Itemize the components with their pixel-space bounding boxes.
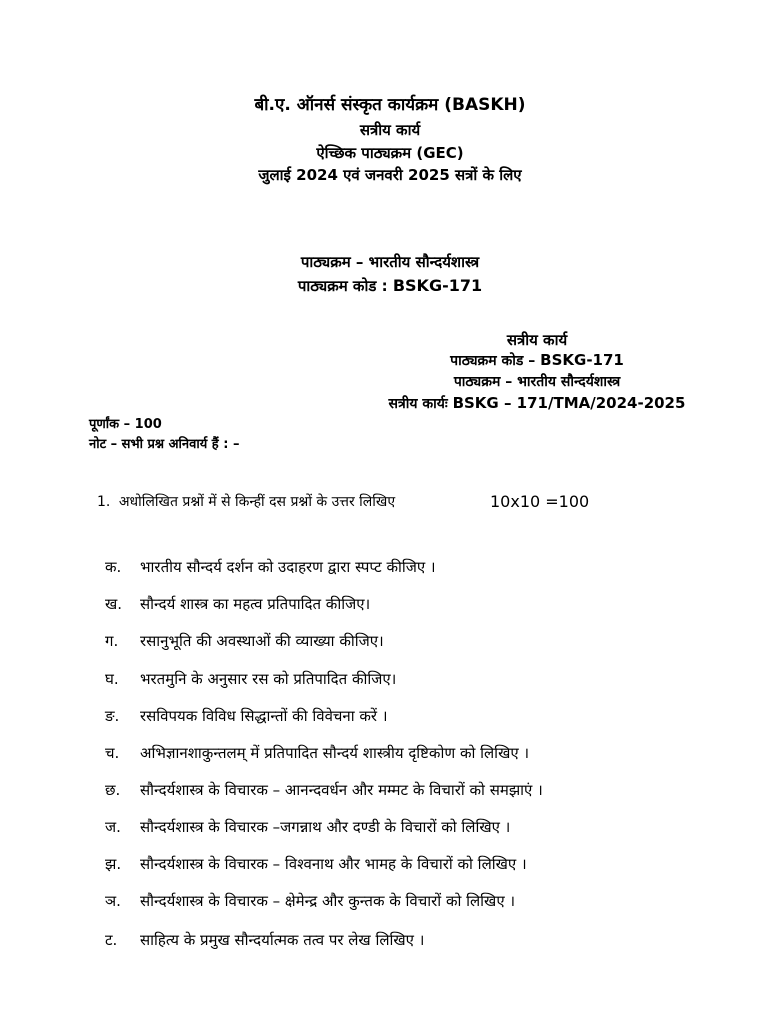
item-text: सौन्दर्यशास्त्र के विचारक –जगन्नाथ और दण्डी के विचारों को लिखिए । xyxy=(140,818,511,836)
assignment-id-line xyxy=(380,392,694,415)
course-code-label: पाठ्यक्रम कोड : xyxy=(297,277,388,295)
list-item xyxy=(0,779,768,801)
list-item xyxy=(0,853,768,875)
instructions-note: नोट – सभी प्रश्न अनिवार्य हैं : – xyxy=(89,437,240,452)
item-text: सौन्दर्यशास्त्र के विचारक – क्षेमेन्द्र और कुन्तक के विचारों को लिखिए । xyxy=(140,892,516,910)
item-text: साहित्य के प्रमुख सौन्दर्यात्मक तत्व पर लेख लिखिए । xyxy=(140,931,425,949)
course-name: पाठ्यक्रम – भारतीय सौन्दर्यशास्त्र xyxy=(300,253,480,271)
item-label: ञ. xyxy=(105,892,121,910)
question-marks: 10x10 =100 xyxy=(490,492,590,511)
assignment-code-label: पाठ्यक्रम कोड – xyxy=(450,353,536,369)
item-label: ग. xyxy=(105,632,119,650)
item-text: सौन्दर्यशास्त्र के विचारक – आनन्दवर्धन और मम्मट के विचारों को समझाएं । xyxy=(140,781,543,799)
item-label: च. xyxy=(105,744,120,762)
list-item xyxy=(0,668,768,690)
total-marks: पूर्णांक – 100 xyxy=(89,417,162,432)
assignment-code-line xyxy=(380,349,694,372)
assignment-id: BSKG – 171/TMA/2024-2025 xyxy=(452,394,686,412)
list-item xyxy=(0,742,768,764)
list-item xyxy=(0,630,768,652)
list-item xyxy=(0,929,768,951)
programme-type: ऐच्छिक पाठ्यक्रम (GEC) xyxy=(316,144,464,162)
assignment-course-name: पाठ्यक्रम – भारतीय सौन्दर्यशास्त्र xyxy=(453,374,621,390)
course-code-line xyxy=(12,275,768,297)
item-label: घ. xyxy=(105,670,119,688)
assignment-heading: सत्रीय कार्य xyxy=(506,331,568,349)
item-label: ख. xyxy=(105,595,123,613)
list-item xyxy=(0,816,768,838)
item-text: सौन्दर्यशास्त्र के विचारक – विश्वनाथ और भामह के विचारों को लिखिए । xyxy=(140,855,527,873)
document-subtitle: सत्रीय कार्य xyxy=(359,121,421,139)
assignment-course-code: BSKG-171 xyxy=(540,351,624,369)
item-label: ङ. xyxy=(105,707,120,725)
item-label: ट. xyxy=(105,931,118,949)
item-text: अभिज्ञानशाकुन्तलम् में प्रतिपादित सौन्दर्य शास्त्रीय दृष्टिकोण को लिखिए । xyxy=(140,744,530,762)
item-label: झ. xyxy=(105,855,122,873)
item-label: छ. xyxy=(105,781,121,799)
item-text: भारतीय सौन्दर्य दर्शन को उदाहरण द्वारा स्पप्ट कीजिए । xyxy=(140,558,436,576)
assignment-id-label: सत्रीय कार्यः xyxy=(388,396,448,412)
session-line: जुलाई 2024 एवं जनवरी 2025 सत्रों के लिए xyxy=(258,166,522,184)
item-text: भरतमुनि के अनुसार रस को प्रतिपादित कीजिए। xyxy=(140,670,397,688)
question-text: अधोलिखित प्रश्नों में से किन्हीं दस प्रश्नों के उत्तर लिखिए xyxy=(118,494,396,510)
question-number: 1. xyxy=(97,494,111,510)
list-item xyxy=(0,705,768,727)
item-label: क. xyxy=(105,558,122,576)
list-item xyxy=(0,890,768,912)
item-text: रसविपयक विविध सिद्धान्तों की विवेचना करें । xyxy=(140,707,388,725)
document-title: बी.ए. ऑनर्स संस्कृत कार्यक्रम (BASKH) xyxy=(254,95,526,115)
item-text: रसानुभूति की अवस्थाओं की व्याख्या कीजिए। xyxy=(140,632,384,650)
item-text: सौन्दर्य शास्त्र का महत्व प्रतिपादित कीजिए। xyxy=(140,595,371,613)
item-label: ज. xyxy=(105,818,121,836)
list-item xyxy=(0,593,768,615)
question-1 xyxy=(97,491,590,513)
list-item xyxy=(0,556,768,578)
course-code: BSKG-171 xyxy=(392,276,483,295)
